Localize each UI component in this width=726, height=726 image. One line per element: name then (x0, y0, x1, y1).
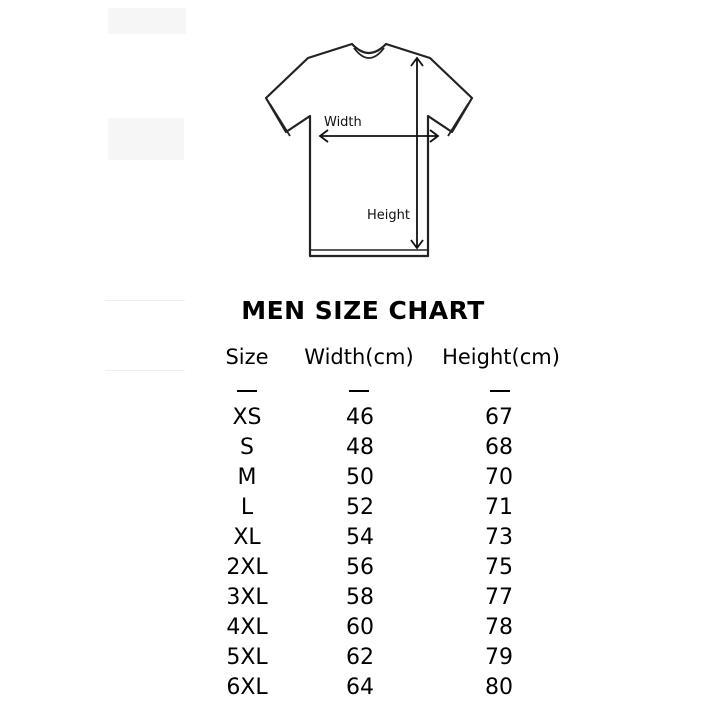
cell-height: 80 (485, 675, 513, 700)
cell-size: XL (233, 525, 261, 550)
table-row (0, 465, 726, 495)
cell-width: 54 (346, 525, 374, 550)
table-row (0, 615, 726, 645)
cell-size: M (237, 465, 257, 490)
table-row (0, 555, 726, 585)
cell-width: 62 (346, 645, 374, 670)
table-row (0, 645, 726, 675)
cell-width: 60 (346, 615, 374, 640)
cell-width: 52 (346, 495, 374, 520)
table-row (0, 525, 726, 555)
cell-size: 4XL (226, 615, 268, 640)
cell-height: 77 (485, 585, 513, 610)
cell-width: 48 (346, 435, 374, 460)
header-divider-height (490, 390, 510, 392)
chart-title: MEN SIZE CHART (241, 296, 485, 325)
cell-height: 79 (485, 645, 513, 670)
table-row (0, 675, 726, 705)
ghost-block-mid (108, 118, 184, 160)
cell-width: 64 (346, 675, 374, 700)
ghost-divider-2 (105, 370, 185, 371)
cell-width: 56 (346, 555, 374, 580)
cell-height: 75 (485, 555, 513, 580)
cell-height: 78 (485, 615, 513, 640)
cell-size: S (240, 435, 254, 460)
table-row (0, 405, 726, 435)
table-row (0, 435, 726, 465)
cell-height: 70 (485, 465, 513, 490)
height-label: Height (367, 208, 410, 223)
tshirt-icon (258, 40, 480, 268)
cell-size: 3XL (226, 585, 268, 610)
tshirt-illustration (258, 40, 480, 268)
header-size: Size (225, 345, 269, 369)
cell-height: 71 (485, 495, 513, 520)
cell-size: L (240, 495, 254, 520)
table-row (0, 585, 726, 615)
cell-height: 68 (485, 435, 513, 460)
cell-width: 58 (346, 585, 374, 610)
cell-size: 5XL (226, 645, 268, 670)
header-divider-size (237, 390, 257, 392)
ghost-block-top (108, 8, 186, 34)
width-label: Width (324, 115, 362, 130)
cell-width: 50 (346, 465, 374, 490)
cell-height: 67 (485, 405, 513, 430)
cell-size: XS (232, 405, 262, 430)
header-height: Height(cm) (442, 345, 560, 369)
header-width: Width(cm) (304, 345, 414, 369)
table-row (0, 495, 726, 525)
cell-size: 2XL (226, 555, 268, 580)
cell-height: 73 (485, 525, 513, 550)
header-divider-width (349, 390, 369, 392)
cell-width: 46 (346, 405, 374, 430)
cell-size: 6XL (226, 675, 268, 700)
